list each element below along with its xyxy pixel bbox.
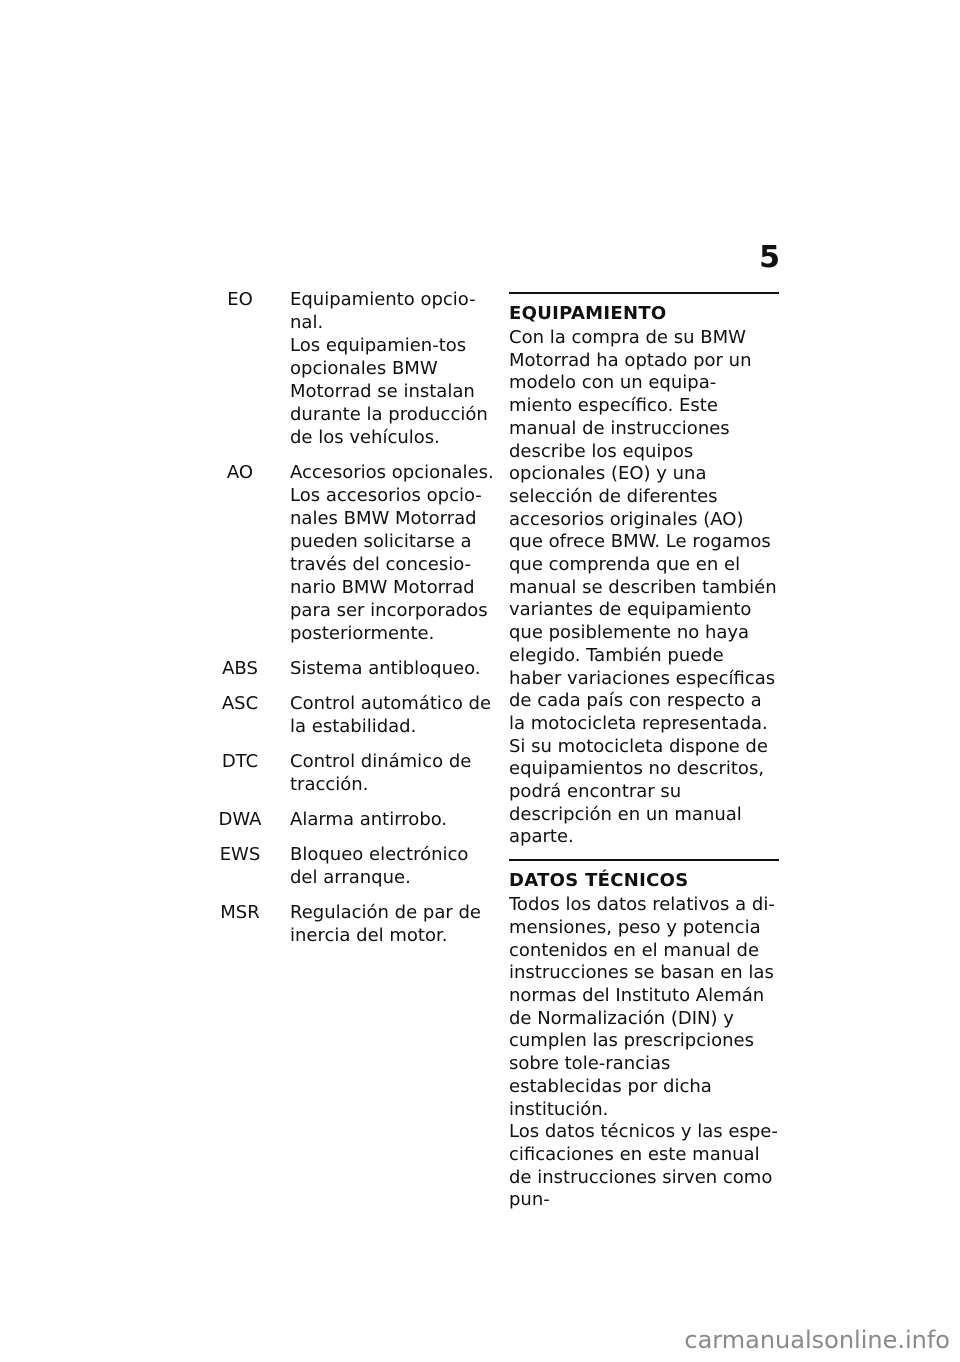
- description-line: Sistema antibloqueo.: [290, 658, 481, 679]
- abbreviation-description: [290, 843, 495, 889]
- abbreviation-code: AO: [226, 462, 254, 483]
- abbreviation-msr: [205, 901, 495, 947]
- section-title: EQUIPAMIENTO: [509, 303, 667, 324]
- right-column: [509, 292, 779, 1212]
- abbreviation-description: [290, 288, 495, 449]
- section-body: [509, 327, 779, 849]
- abbreviation-list: [205, 288, 495, 959]
- abbreviation-abs: [205, 657, 495, 680]
- description-line: Alarma antirrobo.: [290, 809, 448, 830]
- abbreviation-description: [290, 750, 495, 796]
- description-line: Control dinámico de tracción.: [290, 751, 472, 795]
- description-line: Accesorios opcionales.: [290, 462, 494, 483]
- abbreviation-dtc: [205, 750, 495, 796]
- abbreviation-asc: [205, 692, 495, 738]
- description-line: Los equipamien-tos opcionales BMW Motorrad se instalan durante la producción de los vehículos.: [290, 335, 488, 448]
- abbreviation-code: EWS: [219, 844, 261, 865]
- paragraph: Si su motocicleta dispone de equipamientos no descritos, podrá encontrar su descripción en un manual aparte.: [509, 735, 768, 848]
- abbreviation-description: [290, 901, 495, 947]
- abbreviation-ews: [205, 843, 495, 889]
- abbreviation-description: [290, 657, 495, 680]
- section-divider: [509, 859, 779, 861]
- section-body: [509, 894, 779, 1212]
- section-equipamiento: [509, 292, 779, 849]
- description-line: Los accesorios opcio-nales BMW Motorrad pueden solicitarse a través del concesio-nario BMW Motorrad para ser incorporados posteriormente.: [290, 485, 488, 644]
- paragraph: Los datos técnicos y las espe-cificaciones en este manual de instrucciones sirven como pun-: [509, 1121, 778, 1211]
- abbreviation-code: EO: [227, 289, 253, 310]
- abbreviation-code: ABS: [222, 658, 258, 679]
- description-line: Equipamiento opcio-nal.: [290, 289, 476, 333]
- abbreviation-eo: [205, 288, 495, 449]
- section-divider: [509, 292, 779, 294]
- abbreviation-description: [290, 692, 495, 738]
- page-number: 5: [759, 240, 780, 275]
- abbreviation-code: ASC: [221, 693, 259, 714]
- description-line: Bloqueo electrónico del arranque.: [290, 844, 469, 888]
- abbreviation-dwa: [205, 808, 495, 831]
- paragraph: Todos los datos relativos a di-mensiones, peso y potencia contenidos en el manual de instrucciones se basan en las normas del Instituto Alemán de Normalización (DIN) y cumplen las prescripciones sobre tole-rancias establecidas por dicha institución.: [509, 894, 775, 1120]
- section-title: DATOS TÉCNICOS: [509, 870, 689, 892]
- paragraph: Con la compra de su BMW Motorrad ha optado por un modelo con un equipa-miento específico. Este manual de instrucciones describe los equipos opcionales (EO) y una selección de diferentes accesorios originales (AO) que ofrece BMW. Le rogamos que comprenda que en el manual se describen también variantes de equipamiento que posiblemente no haya elegido. También puede haber variaciones específicas de cada país con respecto a la motocicleta representada.: [509, 327, 777, 734]
- watermark: carmanualsonline.info: [684, 1326, 950, 1354]
- section-datos-tecnicos: [509, 859, 779, 1212]
- abbreviation-code: DTC: [221, 751, 259, 772]
- abbreviation-description: [290, 808, 495, 831]
- abbreviation-description: [290, 461, 495, 645]
- description-line: Regulación de par de inercia del motor.: [290, 902, 481, 946]
- abbreviation-code: DWA: [218, 809, 262, 830]
- abbreviation-code: MSR: [220, 902, 260, 923]
- abbreviation-ao: [205, 461, 495, 645]
- description-line: Control automático de la estabilidad.: [290, 693, 492, 737]
